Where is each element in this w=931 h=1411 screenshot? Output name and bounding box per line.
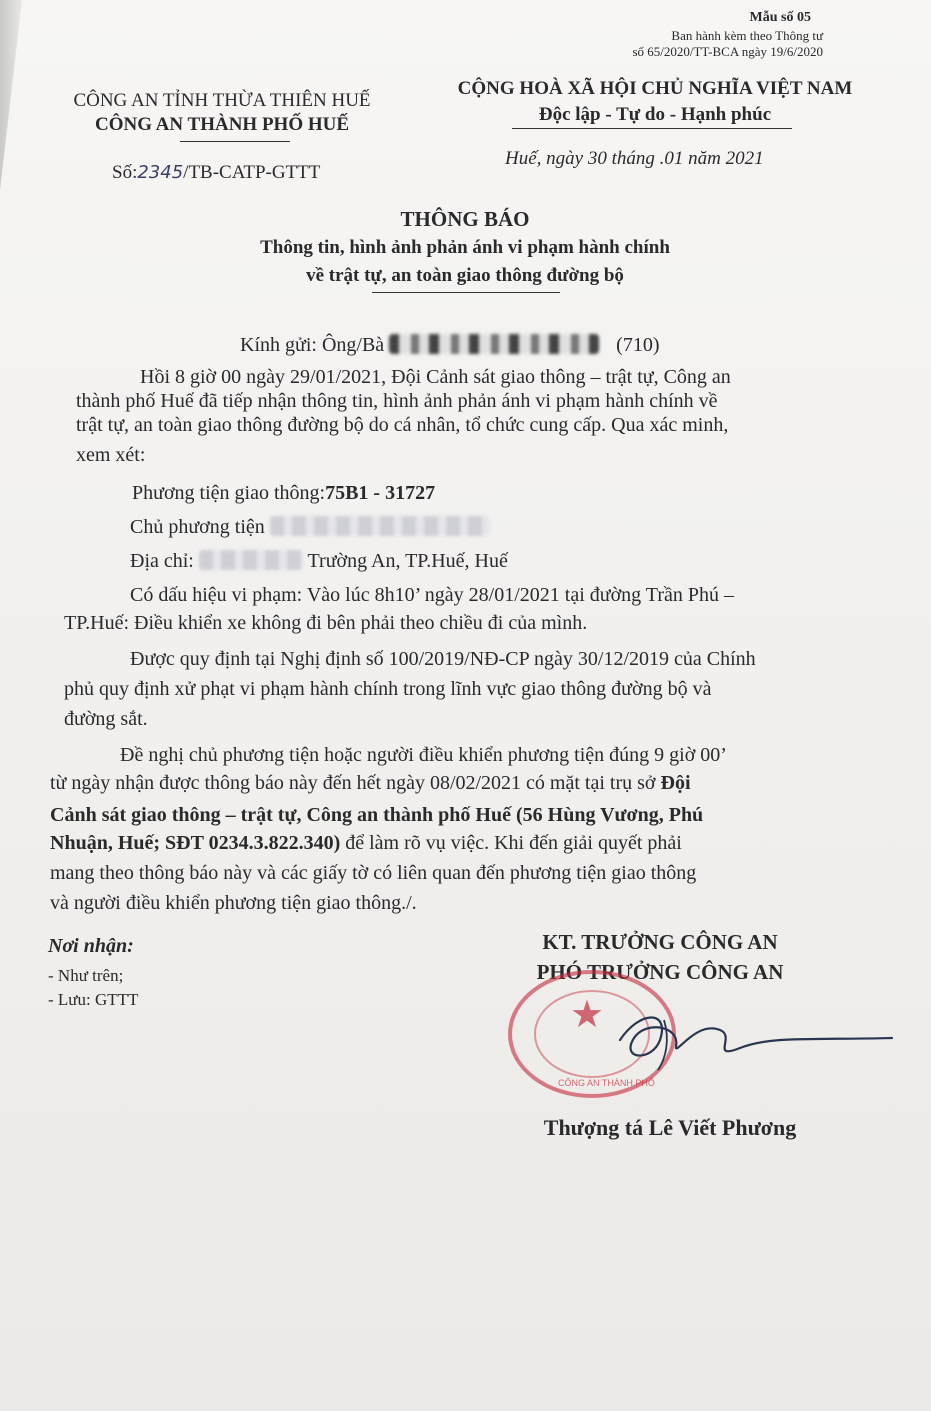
form-note-line1: Ban hành kèm theo Thông tư [671,28,823,43]
motto-underline [512,128,792,129]
seal-star-icon: ★ [570,994,605,1036]
request-line2-text: từ ngày nhận được thông báo này đến hết ngày 08/02/2021 có mặt tại trụ sở [50,772,661,794]
address-label: Địa chỉ: [130,550,194,572]
recipient-label: Kính gửi: Ông/Bà [240,334,385,356]
rule-line2: phủ quy định xử phạt vi phạm hành chính trong lĩnh vực giao thông đường bộ và [64,678,712,700]
document-date: Huế, ngày 30 tháng .01 năm 2021 [505,148,764,169]
request-line4-bold: Nhuận, Huế; SĐT 0234.3.822.340) [50,832,341,854]
p1-line2: thành phố Huế đã tiếp nhận thông tin, hình ảnh phản ánh vi phạm hành chính về [76,390,718,412]
doc-subtitle-line1: Thông tin, hình ảnh phản ánh vi phạm hành chính [260,237,670,258]
recipient-line [240,330,660,360]
subtitle-underline [372,292,560,293]
page-fold-shadow [0,0,22,190]
recipients-item-2: - Lưu: GTTT [48,990,139,1009]
recipients-item-1: - Như trên; [48,966,124,985]
request-line2 [50,768,860,798]
address-line [130,546,931,576]
doc-number-handwritten: 2345 [137,162,184,183]
vehicle-label: Phương tiện giao thông: [132,482,326,504]
p1-line4: xem xét: [76,444,146,466]
owner-line [130,512,931,542]
request-line5: mang theo thông báo này và các giấy tờ có liên quan đến phương tiện giao thông [50,862,697,884]
handwritten-signature [600,1000,900,1090]
doc-number-prefix: Số: [112,162,138,183]
rule-line1: Được quy định tại Nghị định số 100/2019/NĐ-CP ngày 30/12/2019 của Chính [130,648,756,670]
redacted-owner-name [270,516,490,536]
sign-title-1: KT. TRƯỞNG CÔNG AN [542,930,778,954]
signer-name: Thượng tá Lê Viết Phương [543,1115,797,1140]
vehicle-line [132,478,931,508]
org-parent: CÔNG AN TỈNH THỪA THIÊN HUẾ [73,90,371,111]
owner-label: Chủ phương tiện [130,516,265,538]
request-line1: Đề nghị chủ phương tiện hoặc người điều khiển phương tiện đúng 9 giờ 00’ [120,744,727,766]
rule-line3: đường sắt. [64,708,148,730]
redacted-address [199,550,303,570]
doc-number [112,162,320,184]
country-name: CỘNG HOÀ XÃ HỘI CHỦ NGHĨA VIỆT NAM [457,78,853,99]
request-line6: và người điều khiển phương tiện giao thông./. [50,892,417,914]
form-note-line2: số 65/2020/TT-BCA ngày 19/6/2020 [632,44,823,59]
recipients-title: Nơi nhận: [48,935,134,957]
violation-line2: TP.Huế: Điều khiển xe không đi bên phải theo chiều đi của mình. [64,612,588,634]
request-line4-text: để làm rõ vụ việc. Khi đến giải quyết phải [340,832,682,854]
sign-title-2: PHÓ TRƯỞNG CÔNG AN [536,960,784,984]
motto: Độc lập - Tự do - Hạnh phúc [538,104,772,125]
vehicle-plate: 75B1 - 31727 [325,482,436,504]
request-line2-bold: Đội [660,772,691,794]
redacted-recipient-name [389,334,599,354]
seal-text: CÔNG AN THÀNH PHỐ [558,1078,655,1088]
recipient-suffix: (710) [616,334,660,356]
p1-line3: trật tự, an toàn giao thông đường bộ do cá nhân, tổ chức cung cấp. Qua xác minh, [76,414,729,436]
request-line3: Cảnh sát giao thông – trật tự, Công an thành phố Huế (56 Hùng Vương, Phú [50,804,704,826]
p1-line1: Hồi 8 giờ 00 ngày 29/01/2021, Đội Cảnh sát giao thông – trật tự, Công an [140,366,731,388]
doc-title: THÔNG BÁO [400,207,530,231]
doc-number-suffix: /TB-CATP-GTTT [183,162,321,183]
form-number: Mẫu số 05 [749,10,811,25]
org-unit: CÔNG AN THÀNH PHỐ HUẾ [94,114,350,135]
violation-line1: Có dấu hiệu vi phạm: Vào lúc 8h10’ ngày 28/01/2021 tại đường Trần Phú – [130,584,734,606]
request-line4 [50,828,860,858]
doc-subtitle-line2: về trật tự, an toàn giao thông đường bộ [306,265,624,286]
address-value: Trường An, TP.Huế, Huế [307,550,508,572]
org-underline [180,141,290,142]
